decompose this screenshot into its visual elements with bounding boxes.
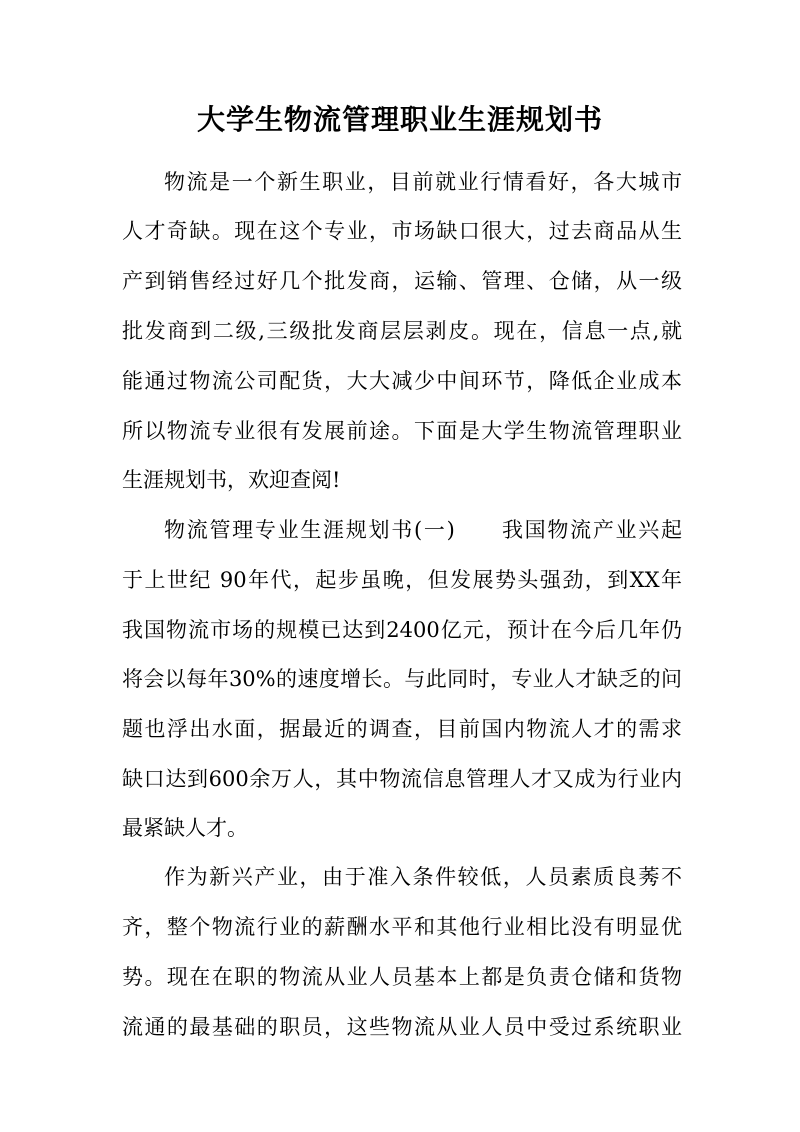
paragraph-line: 于上世纪 90年代，起步虽晚，但发展势头强劲，到XX年 [122, 568, 682, 592]
paragraph-line: 所以物流专业很有发展前途。下面是大学生物流管理职业 [122, 419, 682, 443]
paragraph-line: 人才奇缺。现在这个专业，市场缺口很大，过去商品从生 [122, 219, 682, 243]
document-title: 大学生物流管理职业生涯规划书 [196, 103, 603, 136]
paragraph-line: 我国物流市场的规模已达到2400亿元，预计在今后几年仍 [122, 618, 682, 642]
paragraph-line: 物流管理专业生涯规划书(一) 我国物流产业兴起 [164, 518, 682, 542]
paragraph-line: 作为新兴产业，由于准入条件较低，人员素质良莠不 [164, 865, 682, 889]
paragraph-line: 缺口达到600余万人，其中物流信息管理人才又成为行业内 [122, 767, 682, 791]
paragraph-line: 流通的最基础的职员，这些物流从业人员中受过系统职业 [122, 1015, 682, 1039]
paragraph-line: 势。现在在职的物流从业人员基本上都是负责仓储和货物 [122, 965, 682, 989]
paragraph-line: 题也浮出水面，据最近的调查，目前国内物流人才的需求 [122, 717, 682, 741]
paragraph-line: 能通过物流公司配货，大大减少中间环节，降低企业成本 [122, 369, 682, 393]
paragraph-line: 产到销售经过好几个批发商，运输、管理、仓储，从一级 [122, 269, 682, 293]
paragraph-line: 批发商到二级,三级批发商层层剥皮。现在，信息一点,就 [122, 319, 682, 343]
paragraph-line: 物流是一个新生职业，目前就业行情看好，各大城市 [164, 170, 682, 194]
paragraph-line: 齐，整个物流行业的薪酬水平和其他行业相比没有明显优 [122, 915, 682, 939]
paragraph-line: 将会以每年30%的速度增长。与此同时，专业人才缺乏的问 [122, 667, 682, 691]
paragraph-line: 最紧缺人才。 [122, 816, 248, 840]
paragraph-line: 生涯规划书，欢迎查阅! [122, 468, 341, 492]
